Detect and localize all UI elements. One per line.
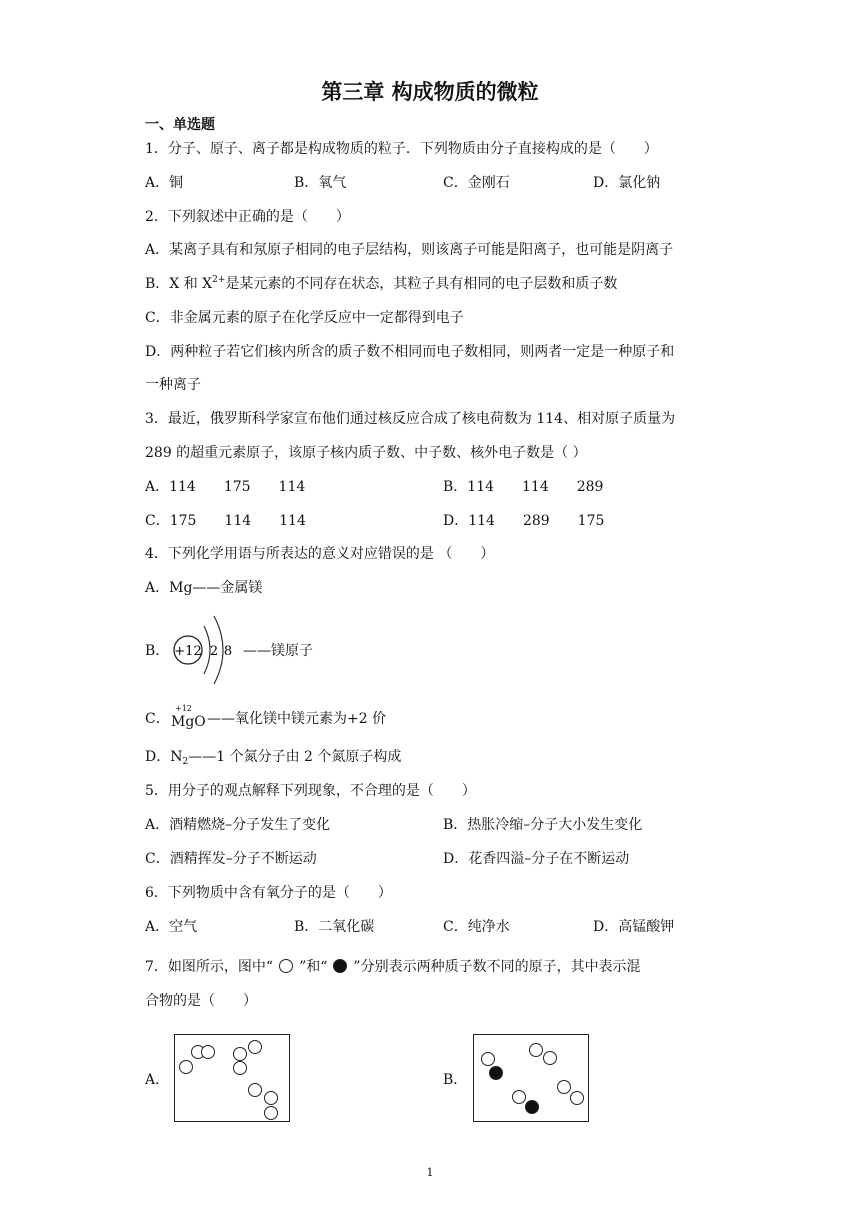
filled-atom (525, 1100, 539, 1114)
q7-option-b-label: B． (443, 1072, 468, 1088)
q4-option-c-label: C． (145, 711, 170, 727)
q4-option-b-text: ——镁原子 (243, 643, 313, 659)
q7-stem-line2: 合物的是（ ） (145, 993, 257, 1009)
q6-option-d: D．高锰酸钾 (593, 919, 675, 935)
q5-stem: 5．用分子的观点解释下列现象，不合理的是（ ） (145, 783, 476, 799)
q4-option-a: A．Mg——金属镁 (145, 580, 263, 596)
q2-option-d-cont: 一种离子 (145, 377, 201, 393)
hollow-atom (512, 1090, 526, 1104)
hollow-atom (201, 1045, 215, 1059)
q6-option-c: C．纯净水 (443, 919, 510, 935)
page-title: 第三章 构成物质的微粒 (321, 80, 539, 104)
q1-option-d: D．氯化钠 (593, 175, 661, 191)
hollow-atom (570, 1091, 584, 1105)
hollow-atom (264, 1091, 278, 1105)
hollow-atom (264, 1106, 278, 1120)
shell-1-electrons: 2 (209, 644, 219, 659)
hollow-atom (557, 1080, 571, 1094)
q3-option-a: A．114 175 114 (145, 479, 306, 495)
shell-2-electrons: 8 (223, 644, 233, 659)
hollow-atom (248, 1040, 262, 1054)
q2-option-b-prefix: B．X 和 X (145, 276, 213, 292)
magnesium-oxide-formula: MgO (171, 714, 206, 730)
hollow-atom (179, 1060, 193, 1074)
q4-option-c-text: ——氧化镁中镁元素为+2 价 (207, 711, 387, 727)
q6-option-b: B．二氧化碳 (294, 919, 375, 935)
q5-option-c: C．酒精挥发–分子不断运动 (145, 851, 317, 867)
filled-atom (489, 1066, 503, 1080)
q7-stem-part2: ”和“ (299, 959, 328, 975)
q7-option-a-diagram (174, 1034, 290, 1122)
q4-option-d (145, 747, 401, 769)
q4-option-d-prefix: D．N (145, 749, 183, 765)
hollow-atom (481, 1052, 495, 1066)
q4-stem: 4．下列化学用语与所表达的意义对应错误的是 （ ） (145, 546, 495, 562)
q3-option-d: D．114 289 175 (443, 513, 605, 529)
hollow-atom-icon (279, 959, 293, 973)
q7-option-a-label: A． (145, 1072, 170, 1088)
charge-superscript: 2+ (212, 275, 226, 285)
q3-option-c: C．175 114 114 (145, 513, 306, 529)
hollow-atom (233, 1047, 247, 1061)
q3-stem-line2: 289 的超重元素原子，该原子核内质子数、中子数、核外电子数是（ ） (145, 445, 587, 461)
q2-option-a: A．某离子具有和氖原子相同的电子层结构，则该离子可能是阳离子，也可能是阴离子 (145, 242, 674, 258)
q7-option-b-diagram (473, 1034, 589, 1122)
hollow-atom (543, 1051, 557, 1065)
nitrogen-subscript: 2 (182, 757, 189, 767)
q7-stem-part1: 7．如图所示，图中“ (145, 959, 274, 975)
q5-option-b: B．热胀冷缩–分子大小发生变化 (443, 817, 643, 833)
section-heading: 一、单选题 (145, 117, 215, 133)
q6-option-a: A．空气 (145, 919, 198, 935)
page-number: 1 (426, 1166, 434, 1179)
q7-stem (145, 957, 641, 977)
q1-stem: 1．分子、原子、离子都是构成物质的粒子．下列物质由分子直接构成的是（ ） (145, 141, 658, 157)
q7-stem-part3: ”分别表示两种质子数不同的原子，其中表示混 (353, 959, 641, 975)
q3-stem-line1: 3．最近，俄罗斯科学家宣布他们通过核反应合成了核电荷数为 114、相对原子质量为 (145, 411, 676, 427)
nucleus-charge: +12 (174, 644, 202, 659)
q2-stem: 2．下列叙述中正确的是（ ） (145, 209, 350, 225)
hollow-atom (233, 1061, 247, 1075)
q5-option-d: D．花香四溢–分子在不断运动 (443, 851, 630, 867)
q3-option-b: B．114 114 289 (443, 479, 604, 495)
hollow-atom (248, 1083, 262, 1097)
atom-structure-diagram (168, 612, 238, 692)
q1-option-b: B．氧气 (294, 175, 347, 191)
q2-option-b (145, 274, 617, 296)
q2-option-d: D．两种粒子若它们核内所含的质子数不相同而电子数相同，则两者一定是一种原子和 (145, 344, 675, 360)
q4-option-b-label: B． (145, 643, 170, 659)
q5-option-a: A．酒精燃烧–分子发生了变化 (145, 817, 331, 833)
q6-stem: 6．下列物质中含有氧分子的是（ ） (145, 885, 392, 901)
valence-mark: +12 (175, 704, 192, 713)
q4-option-d-text: ——1 个氮分子由 2 个氮原子构成 (188, 749, 402, 765)
q1-option-a: A．铜 (145, 175, 184, 191)
hollow-atom (529, 1043, 543, 1057)
q2-option-b-text: 是某元素的不同存在状态，其粒子具有相同的电子层数和质子数 (225, 276, 618, 292)
filled-atom-icon (333, 959, 347, 973)
q1-option-c: C．金刚石 (443, 175, 510, 191)
q2-option-c: C．非金属元素的原子在化学反应中一定都得到电子 (145, 310, 464, 326)
